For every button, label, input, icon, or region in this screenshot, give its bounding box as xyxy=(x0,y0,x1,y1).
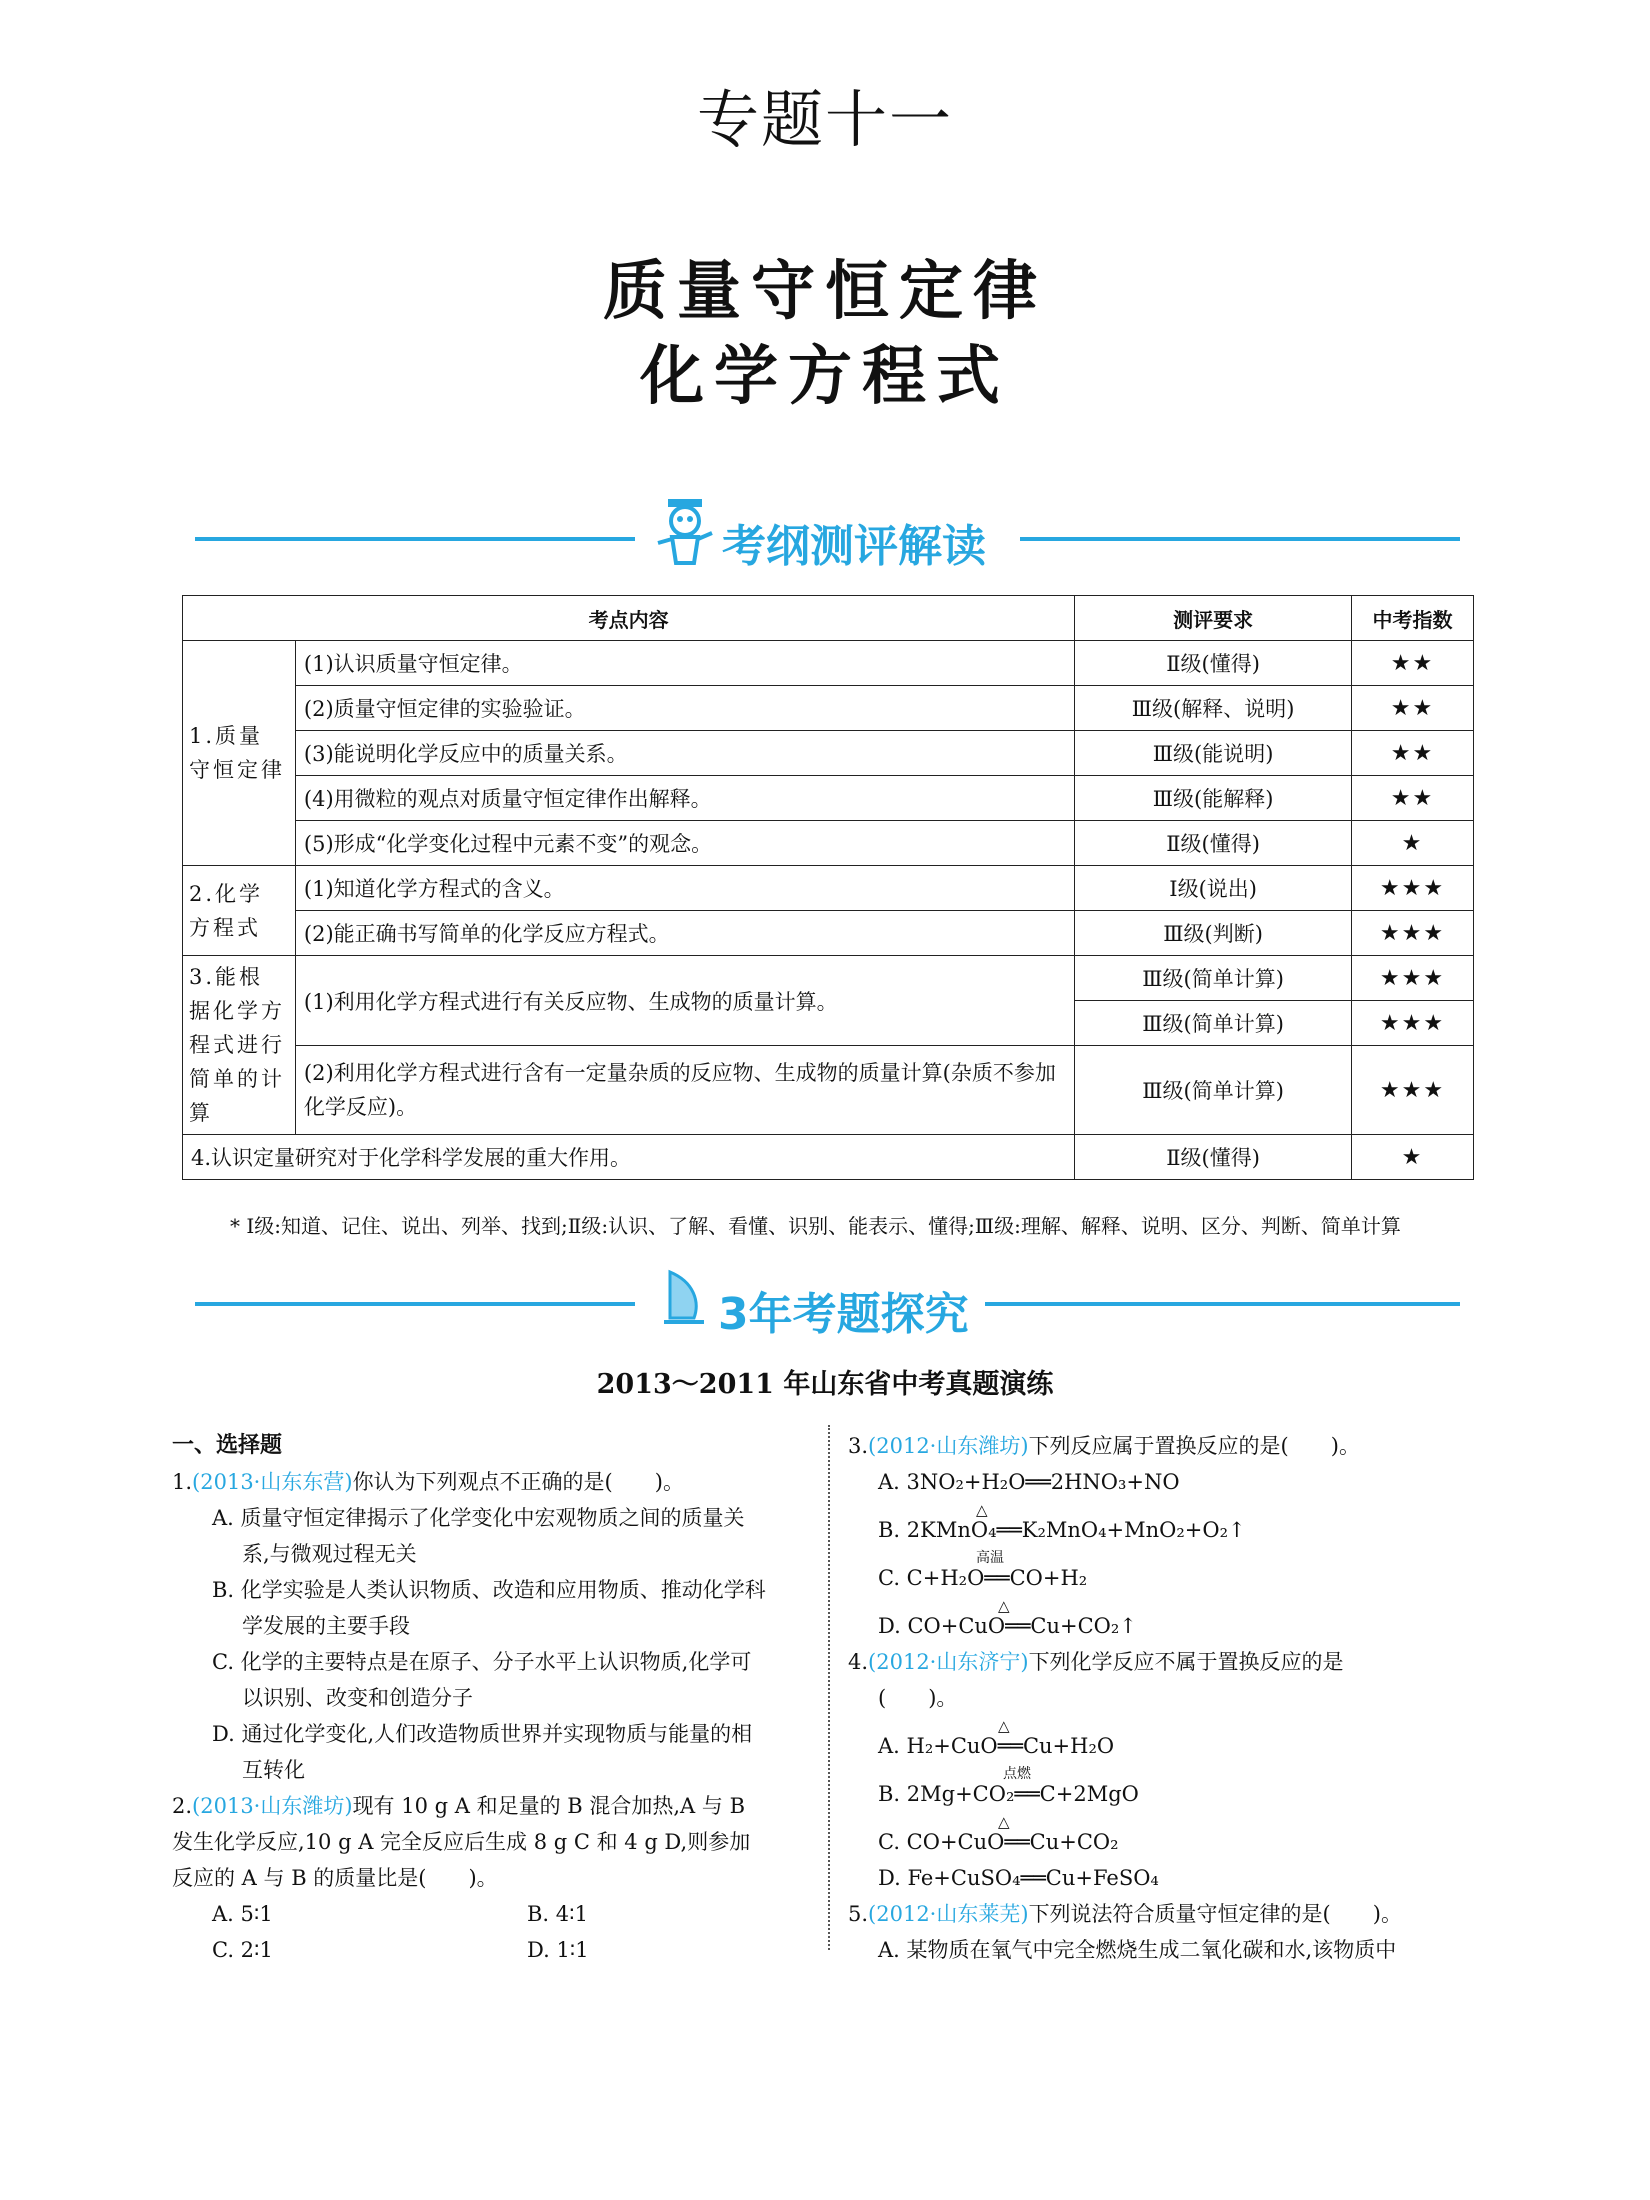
topic-number: 专题十一 xyxy=(696,83,953,156)
requirement-cell: Ⅲ级(解释、说明) xyxy=(1075,686,1352,731)
option-d: D. Fe+CuSO₄══Cu+FeSO₄ xyxy=(878,1866,1159,1890)
option-c: C. 2∶1 xyxy=(212,1938,273,1962)
header-index: 中考指数 xyxy=(1352,596,1474,641)
question-5 xyxy=(848,1896,1488,1932)
option-a: A. 某物质在氧气中完全燃烧生成二氧化碳和水,该物质中 xyxy=(878,1938,1397,1962)
star-rating: ★★ xyxy=(1352,776,1474,821)
question-2 xyxy=(172,1788,812,1824)
exam-subheading: 2013～2011 年山东省中考真题演练 xyxy=(596,1369,1054,1400)
category-label: 2.化学方程式 xyxy=(189,881,264,940)
question-stem-cont: 发生化学反应,10 g A 完全反应后生成 8 g C 和 4 g D,则参加 xyxy=(172,1830,751,1854)
question-category: 一、选择题 xyxy=(172,1433,283,1458)
table-row xyxy=(183,641,1474,686)
option-b: B. 4∶1 xyxy=(527,1902,588,1926)
question-stem-cont: 反应的 A 与 B 的质量比是( )。 xyxy=(172,1866,498,1890)
table-row xyxy=(183,776,1474,821)
table-row xyxy=(183,731,1474,776)
question-1 xyxy=(172,1464,812,1500)
option-text: C. C+H₂O══CO+H₂ xyxy=(878,1566,1088,1590)
content-cell: (1)知道化学方程式的含义。 xyxy=(295,866,1074,911)
star-rating: ★★ xyxy=(1352,686,1474,731)
question-stem: 你认为下列观点不正确的是( )。 xyxy=(352,1470,684,1494)
section-rule-left xyxy=(195,537,635,541)
content-cell: (5)形成“化学变化过程中元素不变”的观念。 xyxy=(295,821,1074,866)
question-stem: 下列化学反应不属于置换反应的是 xyxy=(1028,1650,1344,1674)
question-stem: 下列说法符合质量守恒定律的是( )。 xyxy=(1028,1902,1402,1926)
option-c-cont: 以识别、改变和创造分子 xyxy=(242,1686,473,1710)
requirement-cell: Ⅰ级(说出) xyxy=(1075,866,1352,911)
content-cell: (2)质量守恒定律的实验验证。 xyxy=(295,686,1074,731)
question-source: (2013·山东东营) xyxy=(192,1470,353,1494)
question-source: (2012·山东济宁) xyxy=(868,1650,1029,1674)
option-b-cont: 学发展的主要手段 xyxy=(242,1614,410,1638)
option-c xyxy=(848,1813,1488,1860)
option-b xyxy=(848,1501,1488,1548)
option-d xyxy=(848,1597,1488,1644)
option-c xyxy=(848,1550,1488,1596)
requirement-cell: Ⅲ级(判断) xyxy=(1075,911,1352,956)
sail-icon xyxy=(660,1268,710,1328)
column-divider xyxy=(828,1425,830,1950)
content-cell: 4.认识定量研究对于化学科学发展的重大作用。 xyxy=(183,1135,1075,1180)
question-stem: 下列反应属于置换反应的是( )。 xyxy=(1028,1434,1360,1458)
option-text: B. 2Mg+CO₂══C+2MgO xyxy=(878,1782,1139,1806)
star-rating: ★★★ xyxy=(1352,866,1474,911)
reaction-condition: △ xyxy=(998,1813,1010,1831)
header-content: 考点内容 xyxy=(183,596,1075,641)
right-column xyxy=(848,1428,1488,1968)
question-4 xyxy=(848,1644,1488,1680)
star-rating: ★ xyxy=(1352,821,1474,866)
table-row xyxy=(183,866,1474,911)
reaction-condition: △ xyxy=(998,1597,1010,1615)
category-label: 1.质量守恒定律 xyxy=(189,724,285,782)
scholar-mascot-icon xyxy=(650,495,720,565)
star-rating: ★ xyxy=(1352,1135,1474,1180)
section-rule-left xyxy=(195,1302,635,1306)
section-rule-right xyxy=(1020,537,1460,541)
reaction-condition: 高温 xyxy=(976,1550,1004,1566)
question-source: (2013·山东潍坊) xyxy=(192,1794,353,1818)
requirement-cell: Ⅱ级(懂得) xyxy=(1075,1135,1352,1180)
option-d: D. 1∶1 xyxy=(527,1938,589,1962)
requirement-cell: Ⅲ级(简单计算) xyxy=(1075,1001,1352,1046)
content-cell: (2)利用化学方程式进行含有一定量杂质的反应物、生成物的质量计算(杂质不参加化学反应)。 xyxy=(295,1046,1074,1135)
option-text: B. 2KMnO₄══K₂MnO₄+MnO₂+O₂↑ xyxy=(878,1518,1246,1542)
star-rating: ★★ xyxy=(1352,731,1474,776)
content-cell: (1)认识质量守恒定律。 xyxy=(295,641,1074,686)
option-a: A. 5∶1 xyxy=(212,1902,273,1926)
requirement-cell: Ⅲ级(能说明) xyxy=(1075,731,1352,776)
option-a xyxy=(848,1717,1488,1764)
category-label: 3.能根据化学方程式进行简单的计算 xyxy=(189,965,285,1125)
category-cell xyxy=(183,866,296,956)
table-row xyxy=(183,1135,1474,1180)
table-row xyxy=(183,1046,1474,1135)
exam-outline-table xyxy=(182,595,1474,1180)
question-source: (2012·山东潍坊) xyxy=(868,1434,1029,1458)
question-number: 2. xyxy=(172,1794,193,1818)
option-b xyxy=(848,1766,1488,1812)
left-column xyxy=(172,1428,812,1968)
level-footnote: * Ⅰ级:知道、记住、说出、列举、找到;Ⅱ级:认识、了解、看懂、识别、能表示、懂得;Ⅲ级:理解、解释、说明、区分、判断、简单计算 xyxy=(230,1214,1401,1238)
header-requirement: 测评要求 xyxy=(1075,596,1352,641)
question-stem-cont: ( )。 xyxy=(878,1686,958,1710)
question-number: 3. xyxy=(848,1434,869,1458)
star-rating: ★★★ xyxy=(1352,956,1474,1001)
requirement-cell: Ⅱ级(懂得) xyxy=(1075,641,1352,686)
question-number: 4. xyxy=(848,1650,869,1674)
section-title-exam: 3年考题探究 xyxy=(718,1289,969,1340)
options-row xyxy=(172,1896,812,1932)
option-text: C. CO+CuO══Cu+CO₂ xyxy=(878,1830,1119,1854)
category-cell xyxy=(183,641,296,866)
section-title-assessment: 考纲测评解读 xyxy=(722,521,986,572)
table-row xyxy=(183,956,1474,1001)
star-rating: ★★★ xyxy=(1352,1001,1474,1046)
star-rating: ★★★ xyxy=(1352,1046,1474,1135)
star-rating: ★★ xyxy=(1352,641,1474,686)
question-source: (2012·山东莱芜) xyxy=(868,1902,1029,1926)
option-a: A. 3NO₂+H₂O══2HNO₃+NO xyxy=(878,1470,1180,1494)
category-cell xyxy=(183,956,296,1135)
reaction-condition: △ xyxy=(998,1717,1010,1735)
requirement-cell: Ⅲ级(简单计算) xyxy=(1075,956,1352,1001)
page-title-line1: 质量守恒定律 xyxy=(603,255,1047,329)
requirement-cell: Ⅱ级(懂得) xyxy=(1075,821,1352,866)
section-rule-right xyxy=(985,1302,1460,1306)
reaction-condition: △ xyxy=(976,1501,988,1519)
content-cell: (4)用微粒的观点对质量守恒定律作出解释。 xyxy=(295,776,1074,821)
option-text: D. CO+CuO══Cu+CO₂↑ xyxy=(878,1614,1137,1638)
option-c: C. 化学的主要特点是在原子、分子水平上认识物质,化学可 xyxy=(212,1650,752,1674)
table-row xyxy=(183,821,1474,866)
content-cell: (3)能说明化学反应中的质量关系。 xyxy=(295,731,1074,776)
content-cell: (1)利用化学方程式进行有关反应物、生成物的质量计算。 xyxy=(295,956,1074,1046)
options-row xyxy=(172,1932,812,1968)
question-3 xyxy=(848,1428,1488,1464)
option-a: A. 质量守恒定律揭示了化学变化中宏观物质之间的质量关 xyxy=(212,1506,745,1530)
option-a-cont: 系,与微观过程无关 xyxy=(242,1542,417,1566)
star-rating: ★★★ xyxy=(1352,911,1474,956)
option-d: D. 通过化学变化,人们改造物质世界并实现物质与能量的相 xyxy=(212,1722,753,1746)
question-number: 5. xyxy=(848,1902,869,1926)
table-row xyxy=(183,911,1474,956)
requirement-cell: Ⅲ级(简单计算) xyxy=(1075,1046,1352,1135)
question-number: 1. xyxy=(172,1470,193,1494)
page-title-line2: 化学方程式 xyxy=(640,340,1010,414)
table-row xyxy=(183,686,1474,731)
content-cell: (2)能正确书写简单的化学反应方程式。 xyxy=(295,911,1074,956)
option-b: B. 化学实验是人类认识物质、改造和应用物质、推动化学科 xyxy=(212,1578,766,1602)
table-header-row xyxy=(183,596,1474,641)
question-stem: 现有 10 g A 和足量的 B 混合加热,A 与 B xyxy=(352,1794,745,1818)
requirement-cell: Ⅲ级(能解释) xyxy=(1075,776,1352,821)
option-d-cont: 互转化 xyxy=(242,1758,305,1782)
reaction-condition: 点燃 xyxy=(1003,1766,1031,1782)
option-text: A. H₂+CuO══Cu+H₂O xyxy=(878,1734,1115,1758)
